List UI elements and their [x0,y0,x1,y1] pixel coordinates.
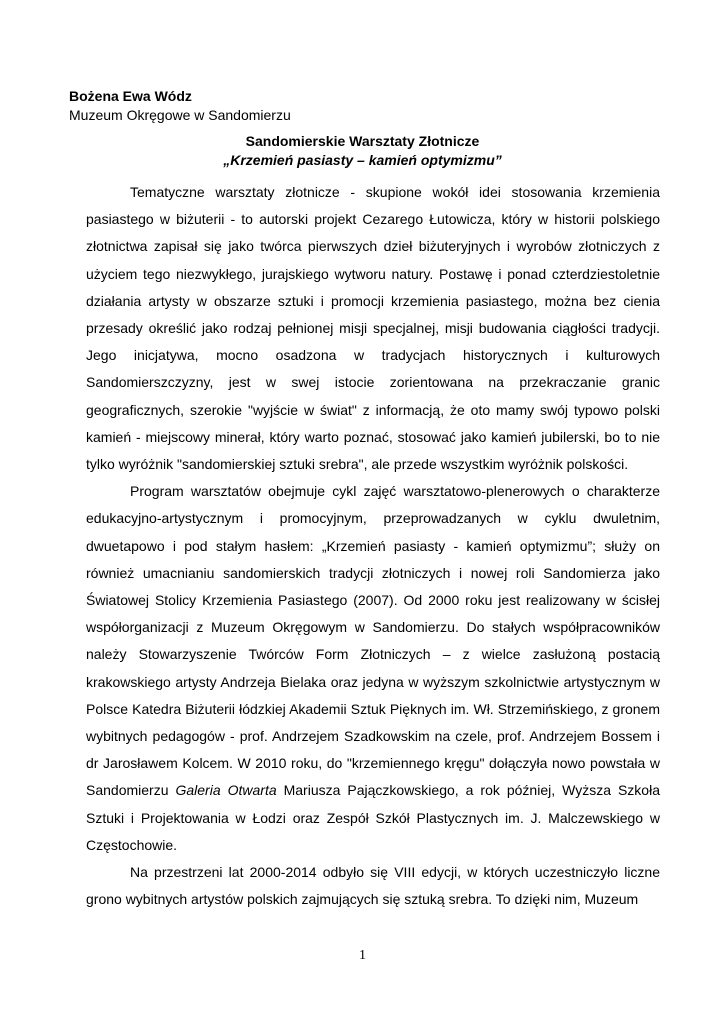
author-name: Bożena Ewa Wódz [69,88,192,104]
paragraph [86,478,660,859]
paragraph-text: Program warsztatów obejmuje cykl zajęć warsztatowo-plenerowych o charakterze edukacyjno-artystycznym i promocyjnym, przeprowadzanych w cyklu dwuletnim, dwuetapowo i pod stałym hasłem: „Krzemień pasiasty - kamień optymizmu”; służy on również umacnianiu sandomierskich tradycji złotniczych i nowej roli Sandomierza jako Światowej Stolicy Krzemienia Pasiastego (2007). Od 2000 roku jest realizowany w ścisłej współorganizacji z Muzeum Okręgowym w Sandomierzu. Do stałych współpracowników należy Stowarzyszenie Twórców Form Złotniczych – z wielce zasłużoną postacią krakowskiego artysty Andrzeja Bielaka oraz jedyna w wyższym szkolnictwie artystycznym w Polsce Katedra Biżuterii łódzkiej Akademii Sztuk Pięknych im. Wł. Strzemińskiego, z gronem wybitnych pedagogów - prof. Andrzejem Szadkowskim na czele, prof. Andrzejem Bossem i dr Jarosławem Kolcem. W 2010 roku, do "krzemiennego kręgu" dołączyła nowo powstała w Sandomierzu [86,483,660,799]
page-number: 1 [359,948,366,963]
author-affiliation: Muzeum Okręgowe w Sandomierzu [69,107,291,123]
document-subtitle: „Krzemień pasiasty – kamień optymizmu” [223,152,502,168]
body-text [86,179,660,913]
paragraph: Tematyczne warsztaty złotnicze - skupione wokół idei stosowania krzemienia pasiastego w biżuterii - to autorski projekt Cezarego Łutowicza, który w historii polskiego złotnictwa zapisał się jako twórca pierwszych dzieł biżuteryjnych i wyrobów złotniczych z użyciem tego niezwykłego, jurajskiego wytworu natury. Postawę i ponad czterdziestoletnie działania artysty w obszarze sztuki i promocji krzemienia pasiastego, można bez cienia przesady określić jako rodzaj pełnionej misji specjalnej, misji budowania ciągłości tradycji. Jego inicjatywa, mocno osadzona w tradycjach historycznych i kulturowych Sandomierszczyzny, jest w swej istocie zorientowana na przekraczanie granic geograficznych, szerokie "wyjście w świat" z informacją, że oto mamy swój typowo polski kamień - miejscowy minerał, który warto poznać, stosować jako kamień jubilerski, bo to nie tylko wyróżnik "sandomierskiej sztuki srebra", ale przede wszystkim wyróżnik polskości. [86,184,660,473]
document-title: Sandomierskie Warsztaty Złotnicze [245,133,480,149]
paragraph-text: Mariusza Pajączkowskiego, a rok później, Wyższa Szkoła Sztuki i Projektowania w Łodzi oraz Zespół Szkół Plastycznych im. J. Malczewskiego w Częstochowie. [86,782,660,853]
italic-gallery-name: Galeria Otwarta [175,782,277,799]
paragraph: Na przestrzeni lat 2000-2014 odbyło się VIII edycji, w których uczestniczyło liczne grono wybitnych artystów polskich zajmujących się sztuką srebra. To dzięki nim, Muzeum [86,864,660,908]
